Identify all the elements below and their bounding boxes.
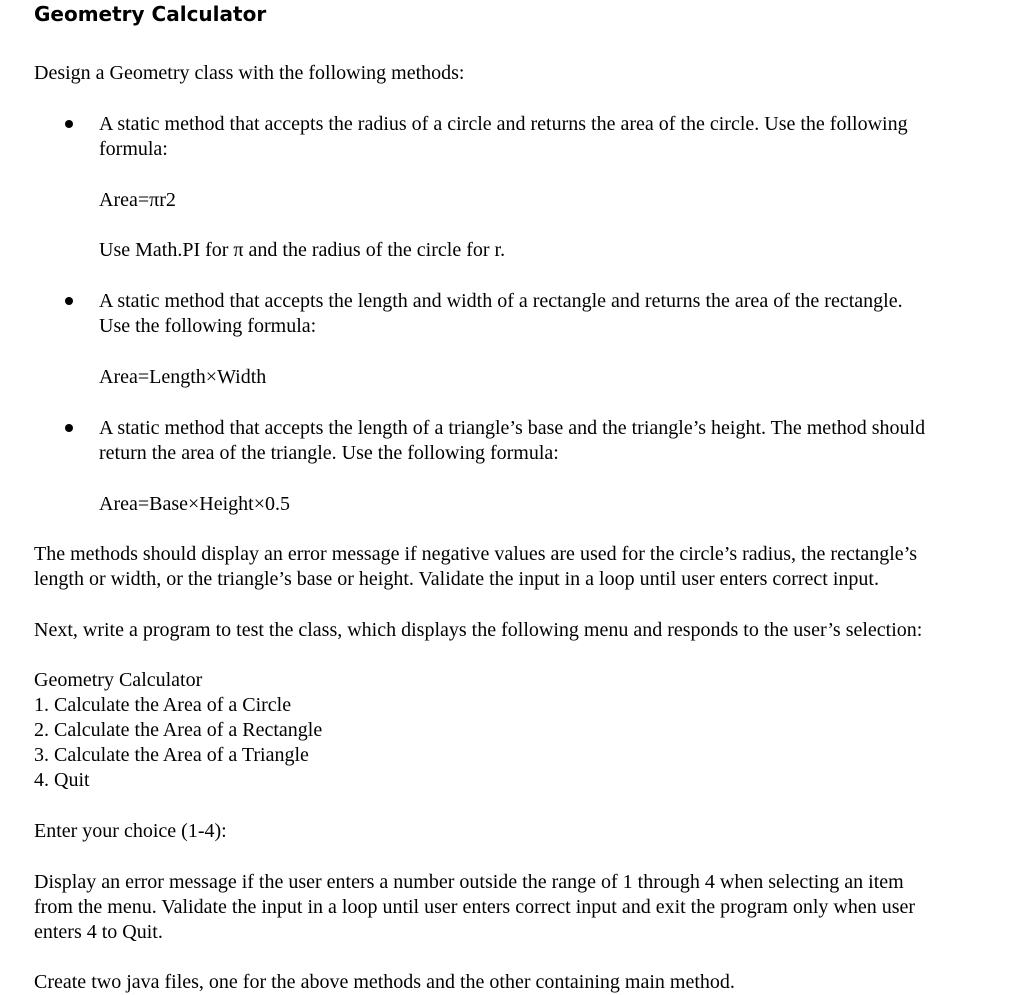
method-circle-line-2: formula: — [99, 138, 168, 160]
menu-validation-line-3: enters 4 to Quit. — [34, 921, 163, 943]
menu-validation-line-1: Display an error message if the user enters a number outside the range of 1 through 4 when selecting an item — [34, 871, 904, 893]
bullet-triangle — [65, 424, 73, 432]
menu-item: 3. Calculate the Area of a Triangle — [34, 744, 309, 766]
circle-note: Use Math.PI for π and the radius of the circle for r. — [99, 239, 506, 261]
method-rectangle-line-1: A static method that accepts the length and width of a rectangle and returns the area of the rectangle. — [99, 290, 903, 312]
closing-instruction: Create two java files, one for the above methods and the other containing main method. — [34, 971, 735, 993]
page-title: Geometry Calculator — [34, 2, 267, 26]
next-instruction: Next, write a program to test the class, which displays the following menu and responds to the user’s selection: — [34, 619, 923, 641]
bullet-rectangle — [65, 297, 73, 305]
menu-heading: Geometry Calculator — [34, 669, 203, 691]
intro-text: Design a Geometry class with the following methods: — [34, 62, 465, 84]
validation-line-1: The methods should display an error message if negative values are used for the circle’s radius, the rectangle’s — [34, 543, 918, 565]
menu-item: 4. Quit — [34, 769, 90, 791]
menu-item: 2. Calculate the Area of a Rectangle — [34, 719, 323, 741]
method-triangle-line-1: A static method that accepts the length of a triangle’s base and the triangle’s height. The method should — [99, 417, 926, 439]
method-triangle-line-2: return the area of the triangle. Use the following formula: — [99, 442, 559, 464]
method-circle-line-1: A static method that accepts the radius of a circle and returns the area of the circle. Use the following — [99, 113, 908, 135]
menu-prompt: Enter your choice (1-4): — [34, 820, 227, 842]
circle-formula: Area=πr2 — [99, 189, 176, 211]
menu-item: 1. Calculate the Area of a Circle — [34, 694, 292, 716]
method-rectangle-line-2: Use the following formula: — [99, 315, 317, 337]
bullet-circle — [65, 120, 73, 128]
validation-line-2: length or width, or the triangle’s base or height. Validate the input in a loop until user enters correct input. — [34, 568, 879, 590]
rectangle-formula: Area=Length×Width — [99, 366, 267, 388]
triangle-formula: Area=Base×Height×0.5 — [99, 493, 291, 515]
menu-validation-line-2: from the menu. Validate the input in a loop until user enters correct input and exit the program only when user — [34, 896, 916, 918]
